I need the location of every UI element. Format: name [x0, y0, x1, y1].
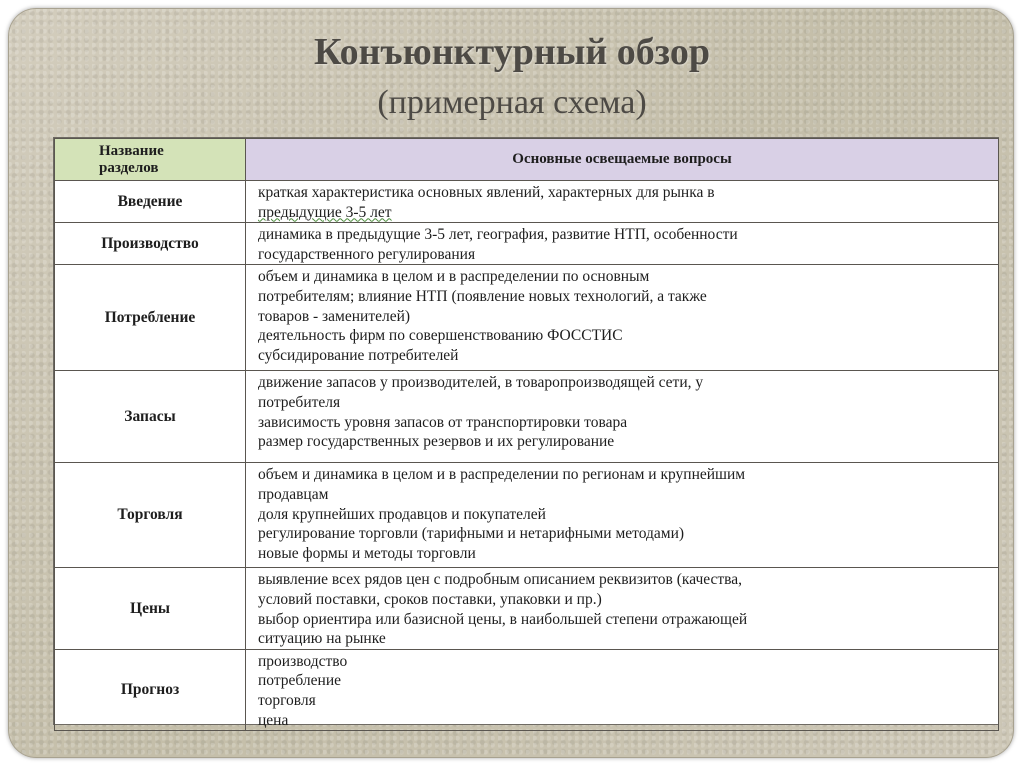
description-line: товаров - заменителей)	[258, 307, 411, 325]
table-row-forecast	[55, 649, 999, 730]
section-cell: Торговля	[55, 463, 246, 568]
description-line: потребителям; влияние НТП (появление новых технологий, а также	[258, 287, 707, 305]
description-cell	[246, 463, 999, 568]
description-line: движение запасов у производителей, в товаропроизводящей сети, у	[258, 374, 704, 392]
description-line: доля крупнейших продавцов и покупателей	[258, 505, 546, 523]
table-row-introduction	[55, 181, 999, 223]
table-row-consumption	[55, 265, 999, 371]
header-questions: Основные освещаемые вопросы	[246, 139, 999, 181]
description-cell	[246, 649, 999, 730]
table-row-stocks	[55, 371, 999, 463]
description-line: динамика в предыдущие 3-5 лет, география, развитие НТП, особенности	[258, 226, 738, 244]
description-cell	[246, 223, 999, 265]
description-line: условий поставки, сроков поставки, упаковки и пр.)	[258, 590, 602, 608]
table-row-trade	[55, 463, 999, 568]
description-line: деятельность фирм по совершенствованию ФОССТИС	[258, 327, 623, 345]
section-cell: Производство	[55, 223, 246, 265]
description-line: выбор ориентира или базисной цены, в наибольшей степени отражающей	[258, 610, 748, 628]
description-line: субсидирование потребителей	[258, 346, 459, 364]
table-row-prices	[55, 568, 999, 649]
description-line: государственного регулирования	[258, 245, 476, 263]
table-row-production	[55, 223, 999, 265]
slide-title: Конъюнктурный обзор	[314, 31, 710, 73]
description-line: ситуацию на рынке	[258, 630, 386, 648]
header-section-name	[55, 139, 246, 181]
description-cell	[246, 568, 999, 649]
description-line: цена	[258, 711, 289, 729]
description-line: краткая характеристика основных явлений, характерных для рынка в	[258, 184, 715, 201]
description-cell	[246, 265, 999, 371]
description-line: зависимость уровня запасов от транспортировки товара	[258, 413, 628, 431]
table-header-row	[55, 139, 999, 181]
description-line: размер государственных резервов и их регулирование	[258, 433, 615, 451]
description-line: потребление	[258, 672, 342, 690]
description-line: регулирование торговли (тарифными и нетарифными методами)	[258, 525, 685, 543]
description-cell	[246, 371, 999, 463]
description-line: торговля	[258, 691, 316, 709]
slide-subtitle: (примерная схема)	[377, 84, 647, 121]
section-cell: Прогноз	[55, 649, 246, 730]
description-line: предыдущие 3-5 лет	[258, 203, 392, 221]
overview-table-container	[53, 137, 999, 729]
description-cell	[246, 181, 999, 223]
description-line: новые формы и методы торговли	[258, 544, 476, 562]
description-line: объем и динамика в целом и в распределении по основным	[258, 268, 650, 286]
header-section-line2: разделов	[99, 159, 159, 176]
description-line: потребителя	[258, 393, 341, 411]
description-line: выявление всех рядов цен с подробным описанием реквизитов (качества,	[258, 571, 743, 589]
header-section-line1: Название	[99, 142, 164, 159]
section-cell: Потребление	[55, 265, 246, 371]
section-cell: Введение	[55, 181, 246, 223]
description-line: объем и динамика в целом и в распределении по регионам и крупнейшим	[258, 466, 746, 484]
section-cell: Цены	[55, 568, 246, 649]
description-line: производство	[258, 652, 348, 670]
section-cell: Запасы	[55, 371, 246, 463]
overview-table	[54, 138, 999, 731]
description-line: продавцам	[258, 485, 329, 503]
